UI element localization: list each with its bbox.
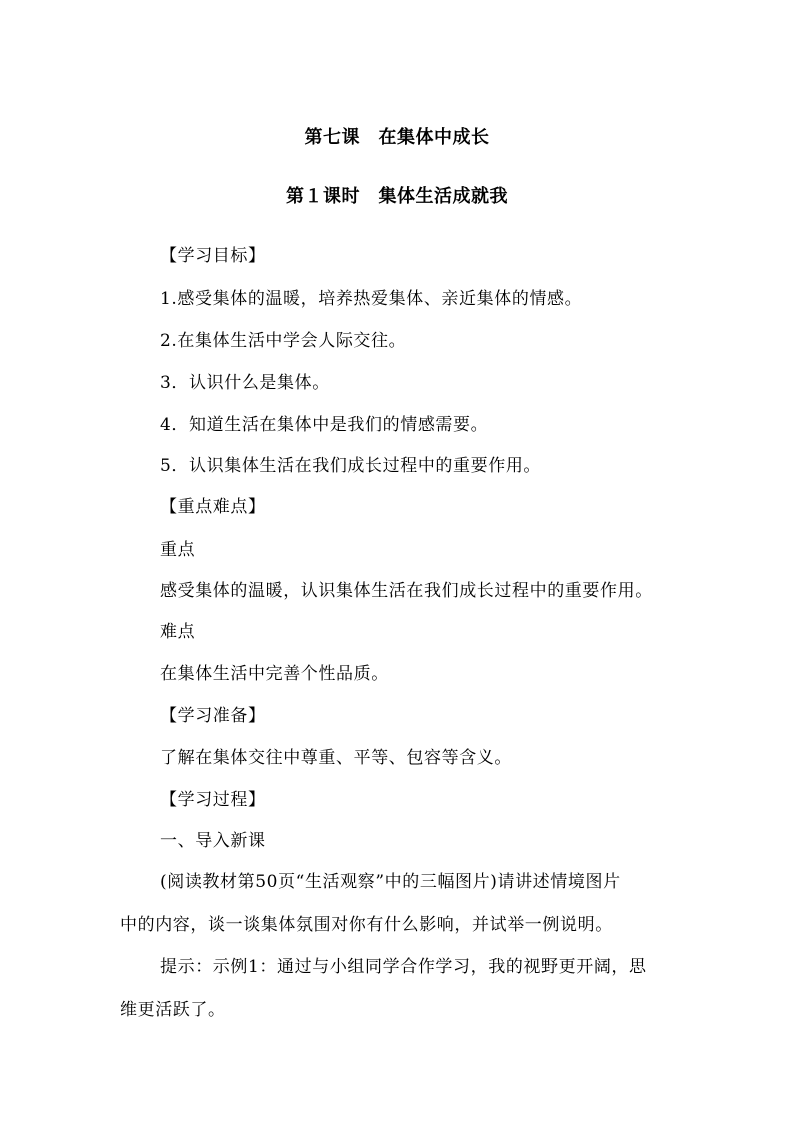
difficulty-text: 在集体生活中完善个性品质。 xyxy=(160,664,389,684)
process-heading: 【学习过程】 xyxy=(160,790,266,810)
process-paragraph-line: 中的内容，谈一谈集体氛围对你有什么影响，并试举一例说明。 xyxy=(120,915,613,935)
key-difficulty-heading: 【重点难点】 xyxy=(160,497,266,517)
lesson-title: 第七课 在集体中成长 xyxy=(304,127,490,148)
process-step-title: 一、导入新课 xyxy=(160,831,266,851)
difficulty-label: 难点 xyxy=(160,622,196,642)
process-paragraph-line: (阅读教材第50页“生活观察”中的三幅图片)请讲述情境图片 xyxy=(160,872,621,892)
lesson-subtitle: 第１课时 集体生活成就我 xyxy=(286,186,508,207)
key-text: 感受集体的温暖，认识集体生活在我们成长过程中的重要作用。 xyxy=(160,581,653,601)
objective-item: 1.感受集体的温暖，培养热爱集体、亲近集体的情感。 xyxy=(160,289,583,309)
objective-item: 2.在集体生活中学会人际交往。 xyxy=(160,331,407,351)
objective-item: 3．认识什么是集体。 xyxy=(160,373,330,393)
hint-line: 维更活跃了。 xyxy=(120,1000,226,1020)
objective-item: 5．认识集体生活在我们成长过程中的重要作用。 xyxy=(160,456,542,476)
preparation-text: 了解在集体交往中尊重、平等、包容等含义。 xyxy=(160,748,512,768)
objectives-heading: 【学习目标】 xyxy=(160,246,266,266)
key-label: 重点 xyxy=(160,540,196,560)
preparation-heading: 【学习准备】 xyxy=(160,706,266,726)
hint-line: 提示：示例1：通过与小组同学合作学习，我的视野更开阔，思 xyxy=(160,957,647,977)
objective-item: 4．知道生活在集体中是我们的情感需要。 xyxy=(160,415,489,435)
